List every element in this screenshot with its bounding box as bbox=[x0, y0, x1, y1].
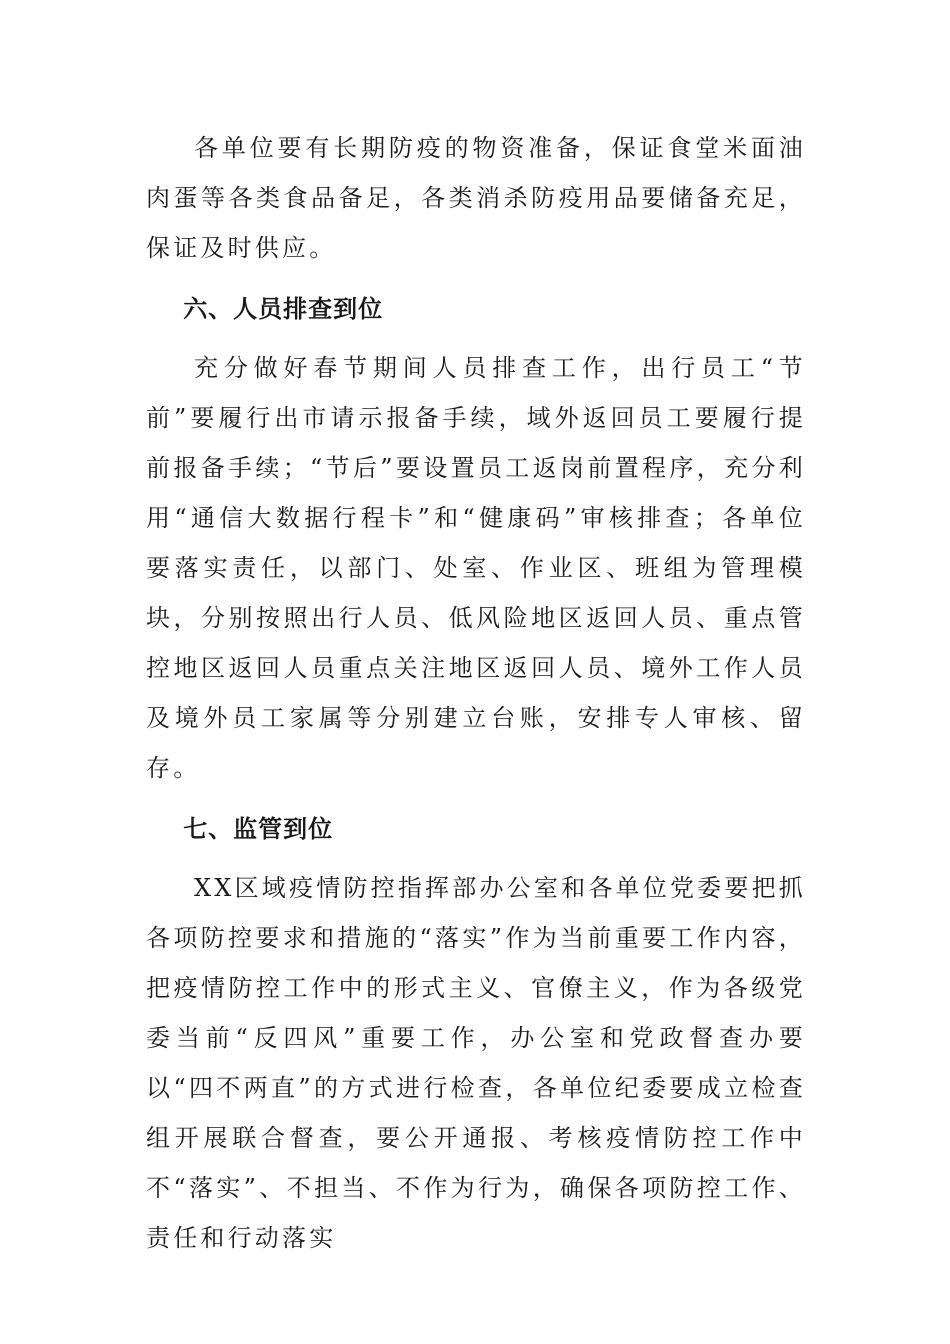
section-heading-personnel-screening: 六、人员排查到位 bbox=[183, 295, 384, 323]
paragraph-supervision: XX区域疫情防控指挥部办公室和各单位党委要把抓各项防控要求和措施的“落实”作为当前重要工作内容，把疫情防控工作中的形式主义、官僚主义，作为各级党委当前“反四风”重要工作，办公室和党政督查办要以“四不两直”的方式进行检查，各单位纪委要成立检查组开展联合督查，要公开通报、考核疫情防控工作中不“落实”、不担当、不作为行为，确保各项防控工作、责任和行动落实 bbox=[146, 874, 806, 1252]
section-heading-supervision: 七、监管到位 bbox=[183, 815, 334, 843]
paragraph-personnel-screening: 充分做好春节期间人员排查工作，出行员工“节前”要履行出市请示报备手续，域外返回员工要履行提前报备手续；“节后”要设置员工返岗前置程序，充分利用“通信大数据行程卡”和“健康码”审核排查；各单位要落实责任，以部门、处室、作业区、班组为管理模块，分别按照出行人员、低风险地区返回人员、重点管控地区返回人员重点关注地区返回人员、境外工作人员及境外员工家属等分别建立台账，安排专人审核、留存。 bbox=[146, 354, 806, 782]
paragraph-supplies: 各单位要有长期防疫的物资准备，保证食堂米面油肉蛋等各类食品备足，各类消杀防疫用品要储备充足，保证及时供应。 bbox=[146, 134, 806, 262]
document-body bbox=[146, 123, 806, 1273]
